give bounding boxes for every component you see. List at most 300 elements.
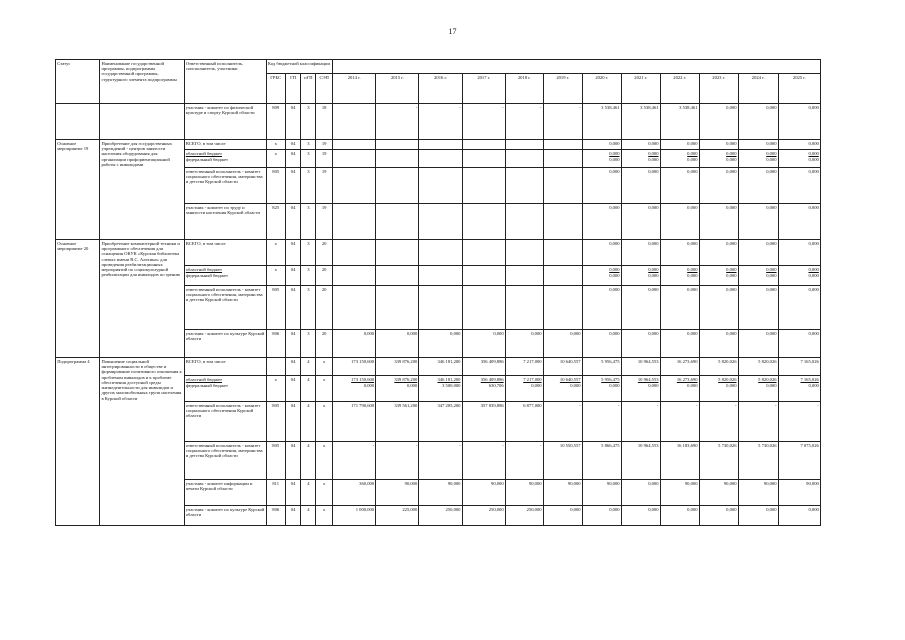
row-value: 1 000,000 [333,506,376,526]
row-value: 7 075,026 [778,442,820,480]
row-value [660,266,699,286]
row-value [738,266,778,286]
row-value: 16 273,690 [660,358,699,376]
value-federal-budget: 0,000 [808,383,819,389]
row-code: 805 [266,402,285,442]
header-code-pgp: пГП [301,74,316,104]
row-value [543,376,582,402]
row-value: 10 964,553 [621,442,660,480]
header-responsible: Ответственный исполнитель, соисполнитель, участники [184,60,266,104]
row-code: 04 [285,480,301,506]
row-code: 04 [285,286,301,330]
row-value [699,266,738,286]
row-value: 0,000 [582,204,621,240]
value-regional-budget: 173 150,600 [351,376,375,382]
value-regional-budget: 339 876,200 [394,376,418,382]
row-value [333,104,376,140]
row-value: 0,000 [699,140,738,150]
row-value [376,204,419,240]
responsible-regional-budget: областной бюджет [185,150,223,156]
value-federal-budget: 0,000 [687,273,698,279]
value-federal-budget: 0,000 [808,273,819,279]
value-federal-budget: 0,000 [726,157,737,163]
row-value: - [738,402,778,442]
row-value [419,150,462,168]
row-value [505,204,543,240]
row-value: 5 820,026 [699,358,738,376]
row-value: 0,000 [738,140,778,150]
row-value: - [419,104,462,140]
row-value [333,266,376,286]
row-code: 19 [316,140,333,150]
value-federal-budget: 0,000 [726,273,737,279]
value-federal-budget: 0,000 [609,273,620,279]
value-federal-budget: 0,000 [687,157,698,163]
row-value: 0,000 [738,506,778,526]
row-responsible: участник - комитет по физической культуре и спорту Курской области [184,104,266,140]
header-year: 2024 г. [738,74,778,104]
budget-table [55,59,821,526]
header-year: 2017 г. [462,74,505,104]
value-regional-budget: 0,000 [766,150,777,156]
row-value: 0,000 [778,168,820,204]
row-code: 3 [301,168,316,204]
row-code: 4 [301,442,316,480]
value-federal-budget: 0,000 [766,383,777,389]
row-code: 19 [316,204,333,240]
row-responsible: ВСЕГО, в том числе [184,140,266,150]
row-responsible: ответственный исполнитель - комитет социального обеспечения, материнства и детства Курской области [184,442,266,480]
row-responsible: участник - комитет по труду и занятости населения Курской области [184,204,266,240]
row-value: - [462,442,505,480]
row-status [56,104,100,140]
row-value [462,150,505,168]
page-number: 17 [448,27,457,36]
row-value [543,140,582,150]
header-year: 2020 г. [582,74,621,104]
row-code [266,358,285,376]
row-value: 5 730,026 [738,442,778,480]
row-code: 04 [285,266,301,286]
row-value [738,376,778,402]
row-responsible [184,150,266,168]
row-responsible: участник - комитет информации и печати Курской области [184,480,266,506]
row-value: - [376,442,419,480]
row-code: 3 [301,104,316,140]
row-code: 04 [285,376,301,402]
row-value: - [582,402,621,442]
value-federal-budget: 0,000 [766,273,777,279]
row-value: 10 640,557 [543,358,582,376]
value-regional-budget: 0,000 [609,266,620,272]
row-value [419,286,462,330]
header-year: 2014 г. [333,74,376,104]
row-code: 20 [316,240,333,266]
row-value [376,150,419,168]
row-value [621,376,660,402]
value-federal-budget: 0,000 [766,157,777,163]
header-code-sep: СЭП [316,74,333,104]
responsible-federal-budget: федеральный бюджет [185,157,229,163]
row-code: х [266,376,285,402]
row-value: - [543,402,582,442]
row-value: 0,000 [582,286,621,330]
value-regional-budget: 5 956,475 [601,376,620,382]
row-value: 90,000 [543,480,582,506]
row-responsible: участник - комитет по культуре Курской области [184,506,266,526]
value-federal-budget: 630,706 [488,383,504,389]
row-code: х [316,376,333,402]
row-code: 805 [266,286,285,330]
row-value: 250,000 [419,506,462,526]
header-code-gp: ГП [285,74,301,104]
row-value: - [778,402,820,442]
row-value: 357 839,886 [462,402,505,442]
value-federal-budget: 0,000 [648,157,659,163]
row-value [621,150,660,168]
row-value: 3 538,461 [582,104,621,140]
row-code: 4 [301,358,316,376]
row-value [699,150,738,168]
row-value [376,266,419,286]
row-value: 0,000 [582,330,621,358]
row-status: Подпрограмма 4 [56,358,100,526]
value-federal-budget: 0,000 [808,157,819,163]
row-code: х [316,442,333,480]
row-value: - [505,442,543,480]
row-value: 0,000 [621,506,660,526]
row-value: 0,000 [621,204,660,240]
row-responsible: участник - комитет по культуре Курской области [184,330,266,358]
row-value: 10 550,557 [543,442,582,480]
row-value: 0,000 [660,506,699,526]
row-value: 0,000 [621,480,660,506]
row-value [778,376,820,402]
row-code: 3 [301,330,316,358]
row-value: 90,000 [582,480,621,506]
row-value: 3 538,461 [621,104,660,140]
table-row [56,240,821,266]
header-year: 2022 г. [660,74,699,104]
row-value [462,240,505,266]
value-regional-budget: 0,000 [609,150,620,156]
row-name: Приобретение для государственных учреждений - центров занятости населения оборудования для организации профориентационной работы с инвалидами [100,140,184,240]
row-code: 19 [316,168,333,204]
row-value: 0,000 [778,286,820,330]
row-value: 0,000 [621,168,660,204]
row-value [582,150,621,168]
row-value [462,168,505,204]
row-value [543,204,582,240]
row-value: 0,000 [660,140,699,150]
row-value: 171 790,600 [333,402,376,442]
row-code: 3 [301,204,316,240]
row-code: 3 [301,286,316,330]
header-name: Наименование государственной программы, подпрограммы государственной программы, структурного элемента подпрограммы [100,60,184,104]
row-responsible [184,266,266,286]
value-regional-budget: 5 820,026 [718,376,737,382]
row-value [333,376,376,402]
row-value: 90,000 [699,480,738,506]
value-regional-budget: 0,000 [808,150,819,156]
row-value [419,376,462,402]
row-value [660,376,699,402]
row-value: 347 205,200 [419,402,462,442]
value-regional-budget: 356 409,886 [480,376,504,382]
row-code: 806 [266,330,285,358]
value-regional-budget: 0,000 [726,266,737,272]
row-value: - [333,442,376,480]
row-code: 811 [266,480,285,506]
row-value [505,240,543,266]
row-code: 18 [316,104,333,140]
row-code: 805 [266,442,285,480]
value-regional-budget: 0,000 [687,150,698,156]
row-value [778,266,820,286]
row-value: 0,000 [376,330,419,358]
row-code: 4 [301,402,316,442]
row-value: 0,000 [582,140,621,150]
row-value: 3 538,461 [660,104,699,140]
row-value: - [462,104,505,140]
row-value: 7 165,026 [778,358,820,376]
value-federal-budget: 0,000 [363,383,375,389]
row-code: х [266,240,285,266]
row-value: 0,000 [582,240,621,266]
row-code: 20 [316,330,333,358]
row-value [419,204,462,240]
row-value: 339 561,200 [376,402,419,442]
row-value: 5 956,475 [582,358,621,376]
row-value: - [699,402,738,442]
row-responsible: ответственный исполнитель - комитет социального обеспечения, материнства и детства Курской области [184,168,266,204]
row-value [462,286,505,330]
row-value [333,168,376,204]
row-value [419,240,462,266]
row-value: 0,000 [333,330,376,358]
row-value: - [621,402,660,442]
row-value [778,150,820,168]
row-value [543,286,582,330]
row-code: х [316,358,333,376]
row-code: 04 [285,140,301,150]
row-code: 04 [285,204,301,240]
value-federal-budget: 0,000 [648,383,659,389]
row-value: 0,000 [699,104,738,140]
value-regional-budget: 0,000 [726,150,737,156]
row-value: 0,000 [582,168,621,204]
value-federal-budget: 0,000 [609,383,620,389]
row-value [543,240,582,266]
row-value [582,266,621,286]
row-value [376,240,419,266]
header-years-spacer [333,60,821,74]
row-value [505,266,543,286]
row-value [376,286,419,330]
row-value [505,286,543,330]
row-value: 0,000 [778,204,820,240]
row-status: Основное мероприятие 19 [56,140,100,240]
row-value: 0,000 [660,330,699,358]
row-code: 3 [301,266,316,286]
responsible-regional-budget: областной бюджет [185,266,223,272]
row-value: 0,000 [660,168,699,204]
value-regional-budget: 5 820,026 [758,376,777,382]
value-regional-budget: 16 273,690 [676,376,698,382]
row-code: 3 [301,140,316,150]
row-value: - [660,402,699,442]
row-code: х [316,402,333,442]
row-value: 0,000 [543,330,582,358]
table-body [56,104,821,526]
row-value [419,266,462,286]
header-code-grbs: ГРБС [266,74,285,104]
row-value: 0,000 [778,330,820,358]
row-name: Приобретение компьютерной техники и программного обеспечения для оснащения ОКУК «Курская библиотека слепых имени В.С. Алехина» для проведения реабилитационных мероприятий по социокультурной реабилитации для инвалидов по зрению [100,240,184,358]
row-code: 04 [285,402,301,442]
table-row [56,104,821,140]
value-regional-budget: 0,000 [648,150,659,156]
row-responsible [184,376,266,402]
row-value [543,150,582,168]
value-federal-budget: 0,000 [531,383,542,389]
value-federal-budget: 0,000 [726,383,737,389]
row-code: 04 [285,240,301,266]
row-value: 90,000 [505,480,543,506]
header-year: 2021 г. [621,74,660,104]
row-name: Повышение социальной интегрированности в обществе и формирование позитивного отношения к проблемам инвалидов и к проблеме обеспечения доступной среды жизнедеятельности для инвалидов и других маломобильных групп населения в Курской области [100,358,184,526]
row-value: 0,000 [582,506,621,526]
row-value [462,140,505,150]
row-value: 0,000 [699,506,738,526]
row-value: 0,000 [778,140,820,150]
value-federal-budget: 0,000 [648,273,659,279]
value-federal-budget: 0,000 [570,383,581,389]
row-code: 4 [301,376,316,402]
row-value: 90,000 [738,480,778,506]
row-value: 0,000 [621,240,660,266]
row-value: 7 217,000 [505,358,543,376]
row-value: 0,000 [621,286,660,330]
row-value [582,376,621,402]
row-value [376,140,419,150]
row-value [505,168,543,204]
row-code: х [316,480,333,506]
row-value [419,140,462,150]
row-value: 0,000 [738,330,778,358]
header-year: 2025 г. [778,74,820,104]
row-value: 6 877,000 [505,402,543,442]
row-value: 10 964,553 [621,358,660,376]
row-code: 3 [301,240,316,266]
row-value [543,266,582,286]
header-budget-code: Код бюджетной классификации [266,60,332,74]
row-value: 0,000 [699,168,738,204]
table-header [56,60,821,104]
value-regional-budget: 7 217,000 [523,376,542,382]
row-value: 0,000 [738,104,778,140]
row-code: х [266,266,285,286]
row-value: 0,000 [462,330,505,358]
row-code: х [266,150,285,168]
row-value [333,140,376,150]
row-value [419,168,462,204]
value-federal-budget: 3 500,000 [442,383,461,389]
row-code: 04 [285,150,301,168]
header-year: 2019 г. [543,74,582,104]
row-code: 04 [285,330,301,358]
value-federal-budget: 0,000 [406,383,418,389]
row-value: 0,000 [699,240,738,266]
header-year: 2015 г. [376,74,419,104]
value-regional-budget: 10 640,557 [559,376,581,382]
header-status: Статус [56,60,100,104]
row-code: х [316,506,333,526]
row-value [660,150,699,168]
row-value: 346 181,200 [419,358,462,376]
row-code: 825 [266,204,285,240]
row-value: 90,000 [419,480,462,506]
row-code: 20 [316,266,333,286]
row-value: 250,000 [505,506,543,526]
header-year: 2016 г. [419,74,462,104]
row-value: 16 183,690 [660,442,699,480]
value-regional-budget: 0,000 [766,266,777,272]
row-responsible: ответственный исполнитель - комитет социального обеспечения, материнства и детства Курской области [184,286,266,330]
row-value [543,168,582,204]
row-value: 0,000 [505,330,543,358]
row-value: 90,000 [660,480,699,506]
row-value [376,376,419,402]
value-regional-budget: 346 181,200 [437,376,461,382]
row-value: 0,000 [738,204,778,240]
row-code: 4 [301,480,316,506]
row-code: 04 [285,358,301,376]
row-value [505,140,543,150]
row-value: 5 730,026 [699,442,738,480]
value-federal-budget: 0,000 [687,383,698,389]
row-name [100,104,184,140]
row-value: 0,000 [419,330,462,358]
value-regional-budget: 7 165,026 [800,376,819,382]
responsible-federal-budget: федеральный бюджет [185,383,229,389]
row-value: 0,000 [778,240,820,266]
row-code: 19 [316,150,333,168]
value-regional-budget: 0,000 [648,266,659,272]
row-code: 805 [266,168,285,204]
row-value [505,376,543,402]
row-value: 356 409,886 [462,358,505,376]
row-responsible: ВСЕГО, в том числе [184,358,266,376]
row-value [376,168,419,204]
row-code: 04 [285,506,301,526]
row-value: 90,000 [778,480,820,506]
row-value: 0,000 [738,286,778,330]
row-value: 5 820,026 [738,358,778,376]
value-regional-budget: 0,000 [808,266,819,272]
row-code: 3 [301,150,316,168]
row-value: 173 150,600 [333,358,376,376]
row-value: 0,000 [660,240,699,266]
header-year: 2018 г. [505,74,543,104]
responsible-federal-budget: федеральный бюджет [185,273,229,279]
row-value: 0,000 [738,240,778,266]
table-row [56,358,821,376]
row-code: 809 [266,104,285,140]
row-value: 0,000 [699,286,738,330]
row-value [333,240,376,266]
row-value: - [543,104,582,140]
